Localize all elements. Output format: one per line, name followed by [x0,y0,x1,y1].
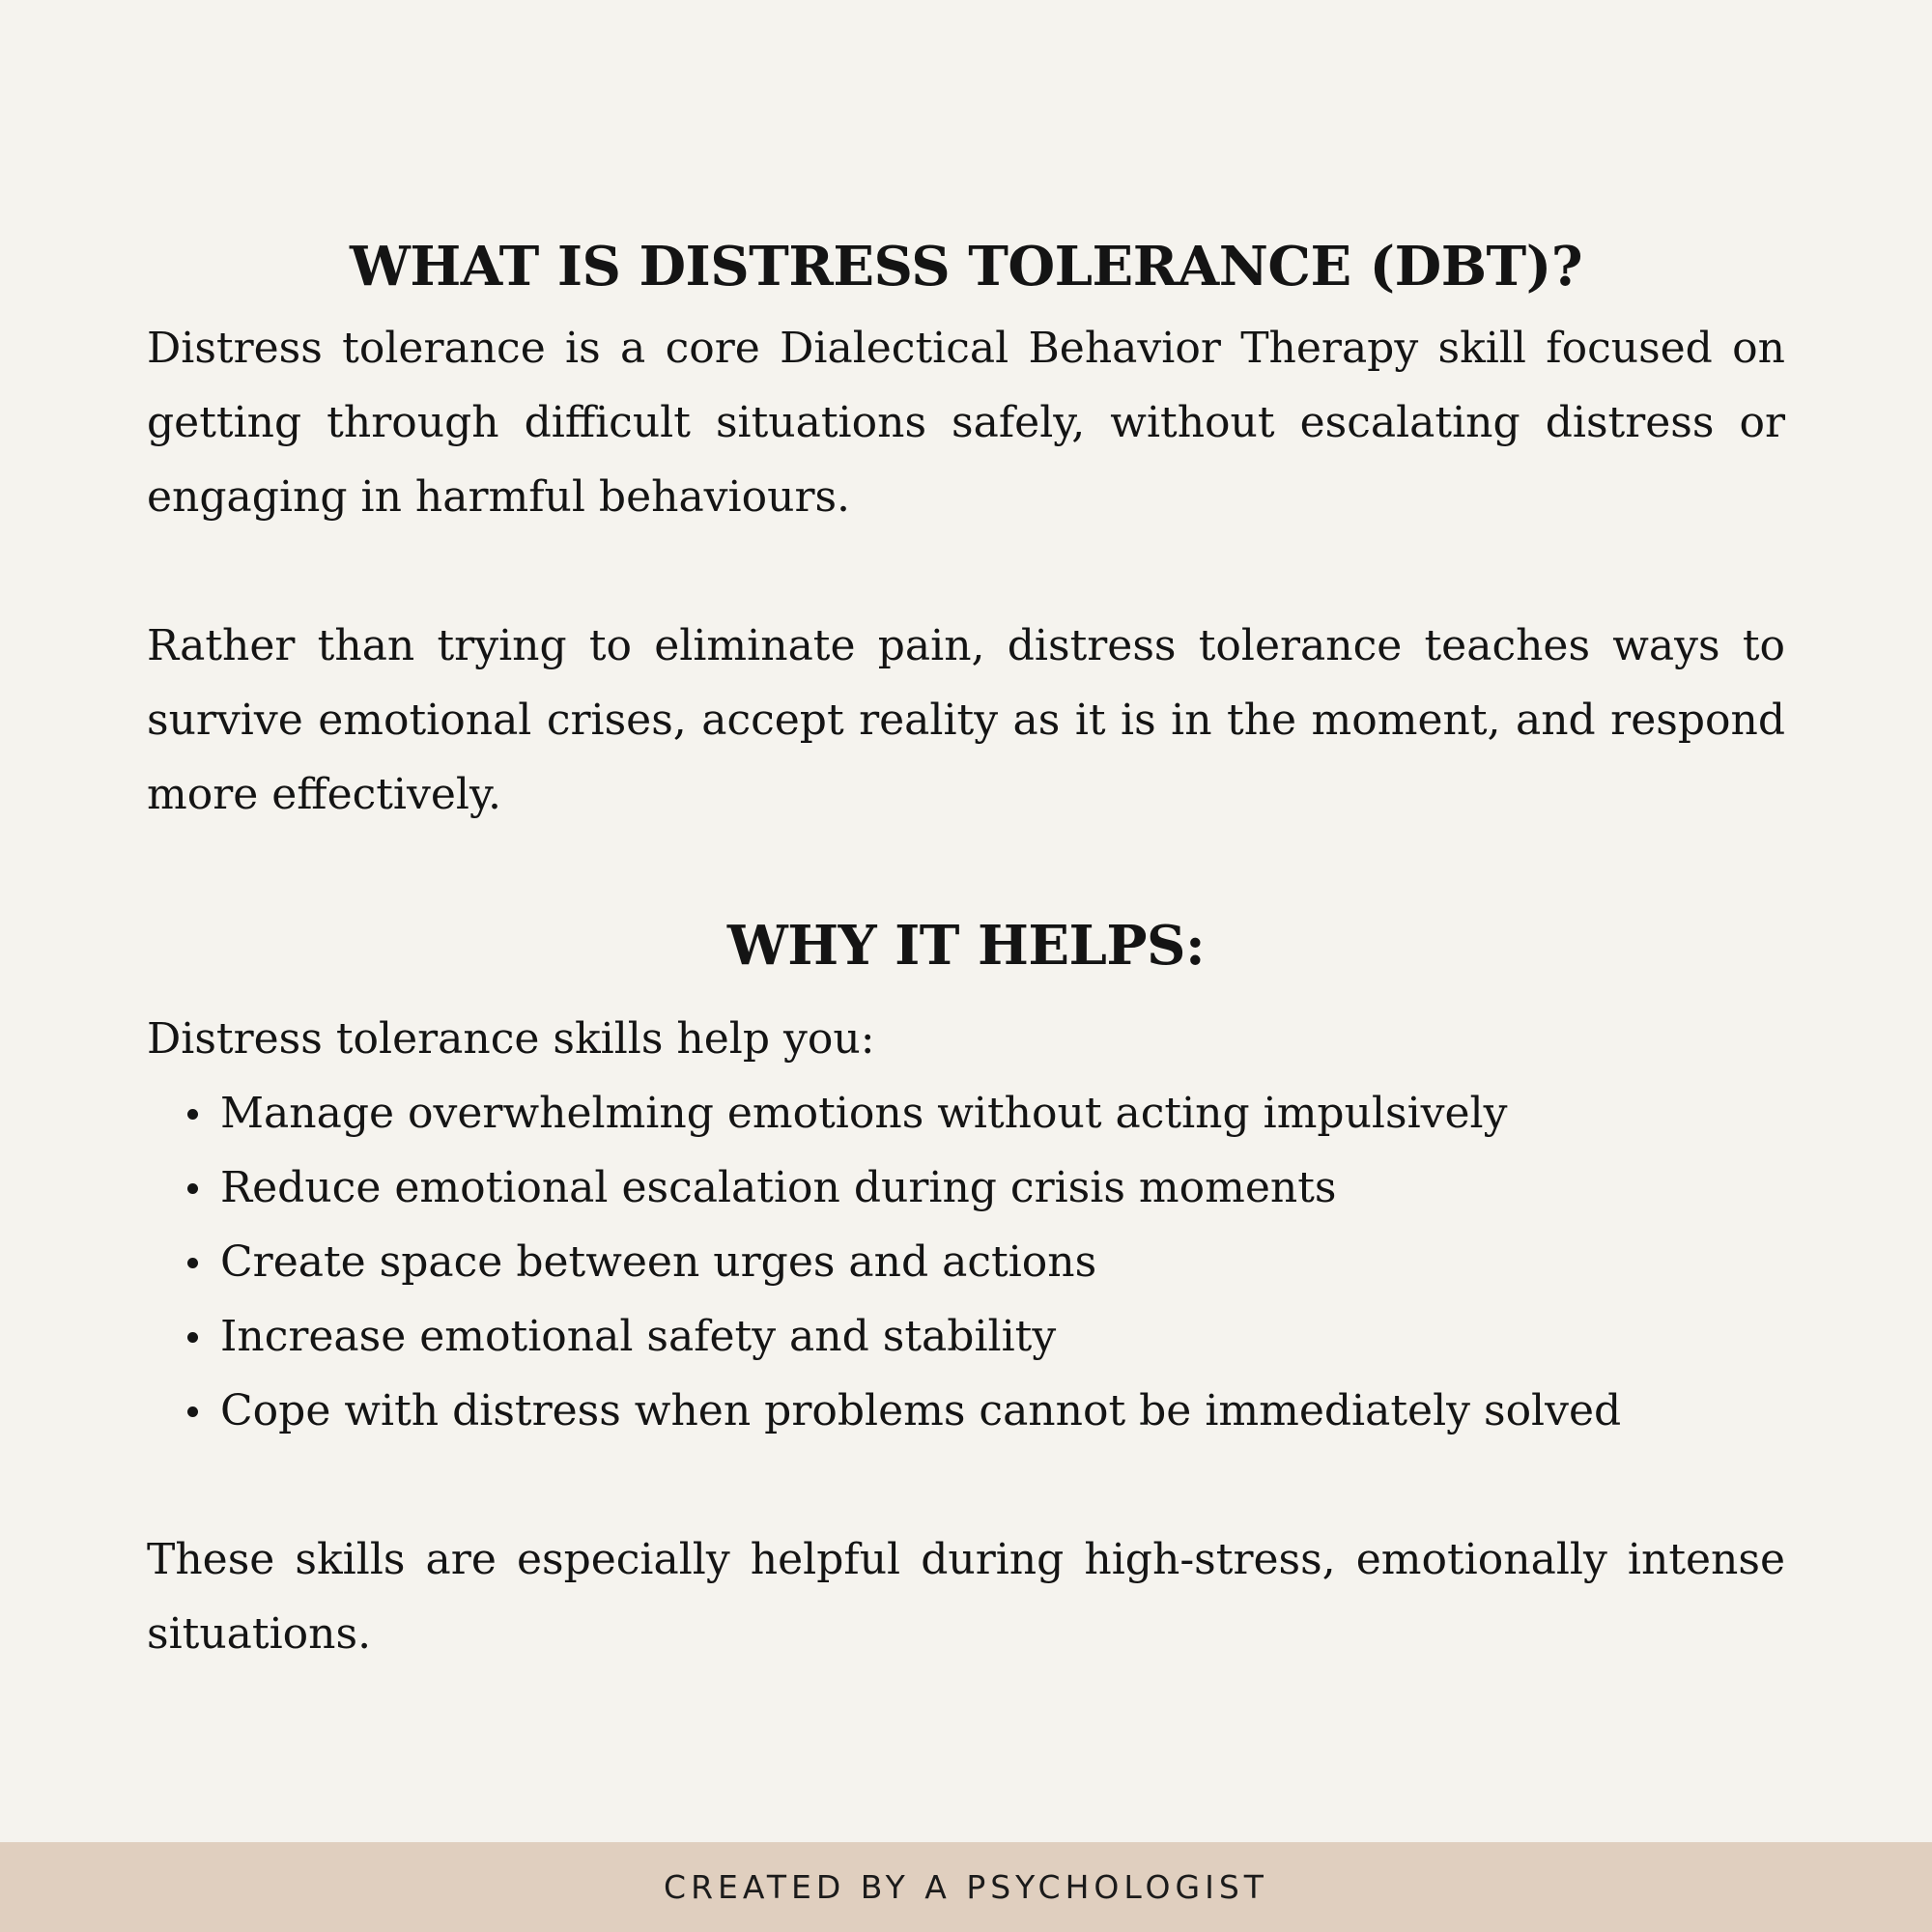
list-item [147,1374,1785,1448]
list-item [147,1076,1785,1151]
list-item [147,1225,1785,1299]
list-item-text: Manage overwhelming emotions without acting impulsively [220,1089,1508,1138]
bullet-icon [187,1109,198,1120]
bullet-icon [187,1183,198,1194]
paragraph-spacer [147,1448,1785,1522]
footer-credit: CREATED BY A PSYCHOLOGIST [664,1868,1268,1906]
list-item-text: Reduce emotional escalation during crisis moments [220,1163,1337,1212]
bullet-icon [187,1406,198,1417]
paragraph-purpose: Rather than trying to eliminate pain, distress tolerance teaches ways to survive emotional crises, accept reality as it is in the moment, and respond more effectively. [147,621,1785,819]
list-item-text: Create space between urges and actions [220,1237,1097,1287]
list-item [147,1299,1785,1374]
paragraph-definition: Distress tolerance is a core Dialectical Behavior Therapy skill focused on getting through difficult situations safely, without escalating distress or engaging in harmful behaviours. [147,324,1785,522]
footer-band [0,1842,1932,1932]
list-item-text: Cope with distress when problems cannot be immediately solved [220,1386,1622,1435]
section-title-what-is: WHAT IS DISTRESS TOLERANCE (DBT)? [349,235,1583,298]
bullet-icon [187,1258,198,1268]
paragraph-closing: These skills are especially helpful during high-stress, emotionally intense situations. [147,1535,1785,1659]
list-intro: Distress tolerance skills help you: [147,1014,875,1064]
bullet-icon [187,1332,198,1343]
main-content [147,222,1785,1671]
list-item-text: Increase emotional safety and stability [220,1312,1057,1361]
paragraph-spacer [147,534,1785,609]
benefits-list [147,1076,1785,1448]
section-title-why-it-helps: WHY IT HELPS: [726,914,1206,978]
list-item [147,1151,1785,1225]
